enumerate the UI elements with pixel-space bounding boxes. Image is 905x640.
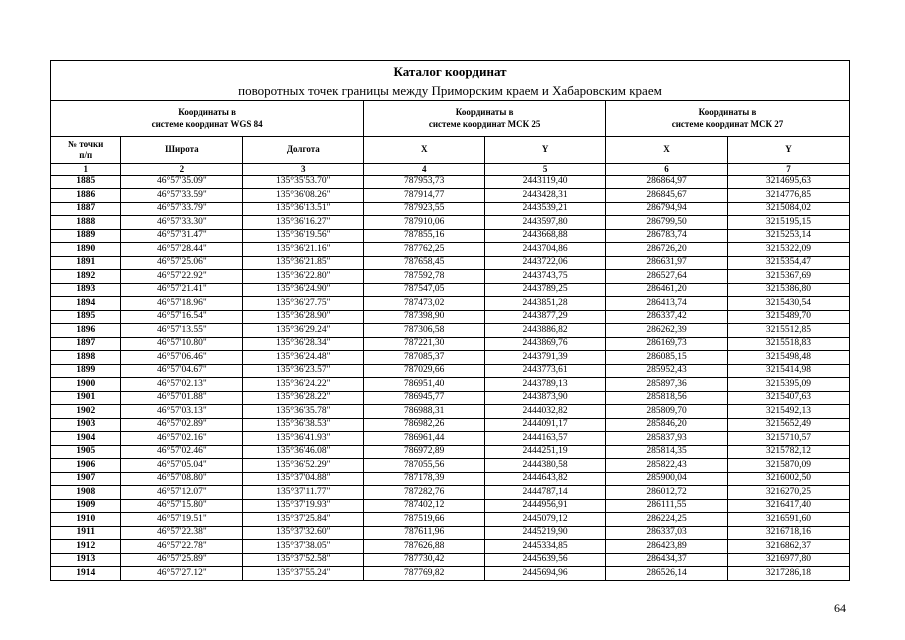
longitude-cell: 135°36'08.26" (243, 189, 364, 203)
msk25-y-cell: 2443704,86 (485, 243, 606, 257)
longitude-cell: 135°36'19.56" (243, 229, 364, 243)
msk25-y-cell: 2445639,56 (485, 553, 606, 567)
point-number-cell: 1904 (51, 432, 121, 446)
group-header-msk27: Координаты в системе координат МСК 27 (606, 101, 850, 137)
msk27-x-cell: 286337,03 (606, 526, 728, 540)
point-number-cell: 1899 (51, 364, 121, 378)
msk25-y-cell: 2443668,88 (485, 229, 606, 243)
table-row (51, 229, 850, 243)
latitude-cell: 46°57'03.13" (121, 405, 243, 419)
table-row (51, 445, 850, 459)
table-row (51, 378, 850, 392)
msk27-x-cell: 286169,73 (606, 337, 728, 351)
column-header-msk27-y: Y (727, 137, 849, 164)
msk27-x-cell: 286783,74 (606, 229, 728, 243)
msk25-y-cell: 2443539,21 (485, 202, 606, 216)
longitude-cell: 135°36'46.08" (243, 445, 364, 459)
latitude-cell: 46°57'27.12" (121, 567, 243, 581)
latitude-cell: 46°57'06.46" (121, 351, 243, 365)
msk25-y-cell: 2443119,40 (485, 175, 606, 189)
msk27-y-cell: 3214776,85 (727, 189, 849, 203)
msk25-y-cell: 2443869,76 (485, 337, 606, 351)
point-number-cell: 1903 (51, 418, 121, 432)
point-number-cell: 1885 (51, 175, 121, 189)
point-number-cell: 1888 (51, 216, 121, 230)
msk27-y-cell: 3215354,47 (727, 256, 849, 270)
msk27-x-cell: 286864,97 (606, 175, 728, 189)
point-number-cell: 1900 (51, 378, 121, 392)
msk25-x-cell: 787762,25 (364, 243, 485, 257)
msk27-x-cell: 285846,20 (606, 418, 728, 432)
column-number: 7 (727, 164, 849, 175)
msk27-y-cell: 3215782,12 (727, 445, 849, 459)
table-row (51, 283, 850, 297)
latitude-cell: 46°57'25.89" (121, 553, 243, 567)
msk25-y-cell: 2443597,80 (485, 216, 606, 230)
msk25-x-cell: 787547,05 (364, 283, 485, 297)
msk27-x-cell: 285952,43 (606, 364, 728, 378)
point-number-cell: 1898 (51, 351, 121, 365)
msk25-x-cell: 787029,66 (364, 364, 485, 378)
column-number: 3 (243, 164, 364, 175)
catalog-subtitle: поворотных точек границы между Приморским краем и Хабаровским краем (51, 81, 850, 101)
msk27-x-cell: 286461,20 (606, 283, 728, 297)
msk27-y-cell: 3216002,50 (727, 472, 849, 486)
latitude-cell: 46°57'01.88" (121, 391, 243, 405)
point-number-header: № точки п/п (51, 137, 121, 164)
point-number-cell: 1911 (51, 526, 121, 540)
table-row (51, 310, 850, 324)
msk25-x-cell: 786972,89 (364, 445, 485, 459)
msk27-y-cell: 3215492,13 (727, 405, 849, 419)
longitude-cell: 135°37'25.84" (243, 513, 364, 527)
table-row (51, 486, 850, 500)
msk27-y-cell: 3215386,80 (727, 283, 849, 297)
msk25-y-cell: 2443428,31 (485, 189, 606, 203)
msk25-y-cell: 2443877,29 (485, 310, 606, 324)
msk27-y-cell: 3215322,09 (727, 243, 849, 257)
msk27-x-cell: 285809,70 (606, 405, 728, 419)
msk27-x-cell: 285897,36 (606, 378, 728, 392)
latitude-cell: 46°57'35.09" (121, 175, 243, 189)
msk27-y-cell: 3215367,69 (727, 270, 849, 284)
msk27-x-cell: 286799,50 (606, 216, 728, 230)
longitude-cell: 135°36'21.85" (243, 256, 364, 270)
column-header-msk25-x: X (364, 137, 485, 164)
msk27-x-cell: 286423,89 (606, 540, 728, 554)
table-row (51, 351, 850, 365)
longitude-cell: 135°37'32.60" (243, 526, 364, 540)
latitude-cell: 46°57'02.13" (121, 378, 243, 392)
catalog-title: Каталог координат (51, 61, 850, 82)
msk27-x-cell: 286845,67 (606, 189, 728, 203)
longitude-cell: 135°36'13.51" (243, 202, 364, 216)
point-number-cell: 1887 (51, 202, 121, 216)
latitude-cell: 46°57'25.06" (121, 256, 243, 270)
point-number-cell: 1905 (51, 445, 121, 459)
point-number-cell: 1893 (51, 283, 121, 297)
msk25-x-cell: 787402,12 (364, 499, 485, 513)
msk25-x-cell: 787611,96 (364, 526, 485, 540)
table-row (51, 418, 850, 432)
point-number-cell: 1910 (51, 513, 121, 527)
msk25-x-cell: 787592,78 (364, 270, 485, 284)
msk27-y-cell: 3215652,49 (727, 418, 849, 432)
msk25-y-cell: 2444643,82 (485, 472, 606, 486)
msk27-x-cell: 285837,93 (606, 432, 728, 446)
msk27-y-cell: 3215518,83 (727, 337, 849, 351)
msk27-y-cell: 3216718,16 (727, 526, 849, 540)
msk27-y-cell: 3215430,54 (727, 297, 849, 311)
longitude-cell: 135°36'23.57" (243, 364, 364, 378)
latitude-cell: 46°57'18.96" (121, 297, 243, 311)
latitude-cell: 46°57'28.44" (121, 243, 243, 257)
table-row (51, 553, 850, 567)
latitude-cell: 46°57'05.04" (121, 459, 243, 473)
latitude-cell: 46°57'08.80" (121, 472, 243, 486)
column-header-msk27-x: X (606, 137, 728, 164)
msk25-y-cell: 2444163,57 (485, 432, 606, 446)
longitude-cell: 135°36'28.90" (243, 310, 364, 324)
msk25-x-cell: 787953,73 (364, 175, 485, 189)
msk25-y-cell: 2445219,90 (485, 526, 606, 540)
latitude-cell: 46°57'33.30" (121, 216, 243, 230)
msk25-y-cell: 2444251,19 (485, 445, 606, 459)
latitude-cell: 46°57'22.92" (121, 270, 243, 284)
longitude-cell: 135°36'27.75" (243, 297, 364, 311)
msk25-x-cell: 786945,77 (364, 391, 485, 405)
latitude-cell: 46°57'33.59" (121, 189, 243, 203)
point-number-cell: 1896 (51, 324, 121, 338)
point-number-cell: 1906 (51, 459, 121, 473)
column-header-latitude: Широта (121, 137, 243, 164)
msk25-x-cell: 786988,31 (364, 405, 485, 419)
column-header-longitude: Долгота (243, 137, 364, 164)
longitude-cell: 135°37'11.77" (243, 486, 364, 500)
msk27-x-cell: 286794,94 (606, 202, 728, 216)
msk27-y-cell: 3215395,09 (727, 378, 849, 392)
msk27-x-cell: 285814,35 (606, 445, 728, 459)
table-row (51, 337, 850, 351)
longitude-cell: 135°36'24.22" (243, 378, 364, 392)
latitude-cell: 46°57'22.38" (121, 526, 243, 540)
latitude-cell: 46°57'19.51" (121, 513, 243, 527)
latitude-cell: 46°57'13.55" (121, 324, 243, 338)
longitude-cell: 135°37'19.93" (243, 499, 364, 513)
table-row (51, 459, 850, 473)
msk25-x-cell: 787855,16 (364, 229, 485, 243)
latitude-cell: 46°57'33.79" (121, 202, 243, 216)
point-number-cell: 1907 (51, 472, 121, 486)
latitude-cell: 46°57'04.67" (121, 364, 243, 378)
msk25-y-cell: 2443789,25 (485, 283, 606, 297)
msk27-x-cell: 286413,74 (606, 297, 728, 311)
longitude-cell: 135°36'29.24" (243, 324, 364, 338)
column-header-msk25-y: Y (485, 137, 606, 164)
msk25-y-cell: 2443791,39 (485, 351, 606, 365)
table-row (51, 243, 850, 257)
longitude-cell: 135°37'38.05" (243, 540, 364, 554)
msk25-y-cell: 2443873,90 (485, 391, 606, 405)
column-number: 2 (121, 164, 243, 175)
table-row (51, 391, 850, 405)
msk25-x-cell: 787910,06 (364, 216, 485, 230)
group-header-wgs84: Координаты в системе координат WGS 84 (51, 101, 364, 137)
longitude-cell: 135°36'35.78" (243, 405, 364, 419)
msk27-y-cell: 3214695,63 (727, 175, 849, 189)
latitude-cell: 46°57'21.41" (121, 283, 243, 297)
latitude-cell: 46°57'10.80" (121, 337, 243, 351)
msk25-y-cell: 2444032,82 (485, 405, 606, 419)
longitude-cell: 135°36'16.27" (243, 216, 364, 230)
msk25-x-cell: 787473,02 (364, 297, 485, 311)
msk27-x-cell: 286012,72 (606, 486, 728, 500)
point-number-cell: 1913 (51, 553, 121, 567)
table-row (51, 567, 850, 581)
msk25-y-cell: 2444787,14 (485, 486, 606, 500)
msk25-x-cell: 787398,90 (364, 310, 485, 324)
point-number-cell: 1886 (51, 189, 121, 203)
point-number-cell: 1891 (51, 256, 121, 270)
table-row (51, 175, 850, 189)
msk27-y-cell: 3215512,85 (727, 324, 849, 338)
longitude-cell: 135°36'24.48" (243, 351, 364, 365)
msk25-x-cell: 787282,76 (364, 486, 485, 500)
msk25-y-cell: 2443773,61 (485, 364, 606, 378)
longitude-cell: 135°36'28.34" (243, 337, 364, 351)
msk27-x-cell: 286262,39 (606, 324, 728, 338)
msk27-y-cell: 3215195,15 (727, 216, 849, 230)
table-row (51, 256, 850, 270)
point-number-cell: 1914 (51, 567, 121, 581)
msk25-x-cell: 787626,88 (364, 540, 485, 554)
table-row (51, 364, 850, 378)
msk27-y-cell: 3215084,02 (727, 202, 849, 216)
msk27-x-cell: 286526,14 (606, 567, 728, 581)
msk25-y-cell: 2443886,82 (485, 324, 606, 338)
point-number-cell: 1897 (51, 337, 121, 351)
msk25-y-cell: 2445694,96 (485, 567, 606, 581)
msk25-x-cell: 787519,66 (364, 513, 485, 527)
msk27-y-cell: 3216591,60 (727, 513, 849, 527)
msk25-x-cell: 787178,39 (364, 472, 485, 486)
msk27-y-cell: 3217286,18 (727, 567, 849, 581)
msk25-x-cell: 786961,44 (364, 432, 485, 446)
msk27-x-cell: 286631,97 (606, 256, 728, 270)
longitude-cell: 135°35'53.70" (243, 175, 364, 189)
msk25-y-cell: 2443851,28 (485, 297, 606, 311)
table-row (51, 526, 850, 540)
msk25-x-cell: 787055,56 (364, 459, 485, 473)
longitude-cell: 135°36'28.22" (243, 391, 364, 405)
latitude-cell: 46°57'15.80" (121, 499, 243, 513)
point-number-cell: 1912 (51, 540, 121, 554)
column-number: 6 (606, 164, 728, 175)
msk27-y-cell: 3215253,14 (727, 229, 849, 243)
msk25-y-cell: 2443743,75 (485, 270, 606, 284)
msk27-y-cell: 3215870,09 (727, 459, 849, 473)
msk27-y-cell: 3215414,98 (727, 364, 849, 378)
msk27-y-cell: 3215407,63 (727, 391, 849, 405)
latitude-cell: 46°57'31.47" (121, 229, 243, 243)
longitude-cell: 135°36'24.90" (243, 283, 364, 297)
point-number-cell: 1908 (51, 486, 121, 500)
msk27-y-cell: 3216977,80 (727, 553, 849, 567)
table-row (51, 202, 850, 216)
longitude-cell: 135°37'55.24" (243, 567, 364, 581)
table-row (51, 297, 850, 311)
msk27-y-cell: 3215498,48 (727, 351, 849, 365)
msk25-y-cell: 2445079,12 (485, 513, 606, 527)
column-number: 5 (485, 164, 606, 175)
msk27-x-cell: 286111,55 (606, 499, 728, 513)
column-number: 4 (364, 164, 485, 175)
table-row (51, 405, 850, 419)
msk27-y-cell: 3216417,40 (727, 499, 849, 513)
table-row (51, 189, 850, 203)
point-number-cell: 1890 (51, 243, 121, 257)
msk25-y-cell: 2444956,91 (485, 499, 606, 513)
point-number-cell: 1909 (51, 499, 121, 513)
table-row (51, 513, 850, 527)
column-number: 1 (51, 164, 121, 175)
msk25-y-cell: 2445334,85 (485, 540, 606, 554)
table-row (51, 270, 850, 284)
point-number-cell: 1895 (51, 310, 121, 324)
group-header-msk25: Координаты в системе координат МСК 25 (364, 101, 606, 137)
table-row (51, 540, 850, 554)
latitude-cell: 46°57'22.78" (121, 540, 243, 554)
msk27-x-cell: 286527,64 (606, 270, 728, 284)
msk25-x-cell: 787306,58 (364, 324, 485, 338)
longitude-cell: 135°36'21.16" (243, 243, 364, 257)
msk27-x-cell: 286085,15 (606, 351, 728, 365)
msk27-x-cell: 285822,43 (606, 459, 728, 473)
latitude-cell: 46°57'02.16" (121, 432, 243, 446)
msk27-y-cell: 3215710,57 (727, 432, 849, 446)
table-row (51, 216, 850, 230)
point-number-cell: 1892 (51, 270, 121, 284)
msk27-x-cell: 285900,04 (606, 472, 728, 486)
msk27-y-cell: 3216270,25 (727, 486, 849, 500)
point-number-cell: 1889 (51, 229, 121, 243)
msk27-x-cell: 286224,25 (606, 513, 728, 527)
msk25-x-cell: 786982,26 (364, 418, 485, 432)
longitude-cell: 135°37'52.58" (243, 553, 364, 567)
table-row (51, 472, 850, 486)
msk25-y-cell: 2444380,58 (485, 459, 606, 473)
msk25-x-cell: 787730,42 (364, 553, 485, 567)
msk25-x-cell: 787221,30 (364, 337, 485, 351)
msk27-y-cell: 3215489,70 (727, 310, 849, 324)
msk25-x-cell: 787085,37 (364, 351, 485, 365)
msk27-x-cell: 285818,56 (606, 391, 728, 405)
point-number-cell: 1902 (51, 405, 121, 419)
msk25-x-cell: 787769,82 (364, 567, 485, 581)
table-row (51, 432, 850, 446)
msk25-y-cell: 2443722,06 (485, 256, 606, 270)
page-number: 64 (834, 601, 846, 615)
table-row (51, 324, 850, 338)
msk27-x-cell: 286434,37 (606, 553, 728, 567)
msk27-y-cell: 3216862,37 (727, 540, 849, 554)
latitude-cell: 46°57'12.07" (121, 486, 243, 500)
longitude-cell: 135°36'22.80" (243, 270, 364, 284)
point-number-cell: 1901 (51, 391, 121, 405)
table-row (51, 499, 850, 513)
longitude-cell: 135°36'41.93" (243, 432, 364, 446)
msk25-x-cell: 786951,40 (364, 378, 485, 392)
msk25-y-cell: 2444091,17 (485, 418, 606, 432)
msk25-x-cell: 787914,77 (364, 189, 485, 203)
coordinate-catalog-table (50, 60, 850, 581)
latitude-cell: 46°57'16.54" (121, 310, 243, 324)
point-number-cell: 1894 (51, 297, 121, 311)
msk25-y-cell: 2443789,13 (485, 378, 606, 392)
longitude-cell: 135°37'04.88" (243, 472, 364, 486)
msk27-x-cell: 286337,42 (606, 310, 728, 324)
msk25-x-cell: 787923,55 (364, 202, 485, 216)
latitude-cell: 46°57'02.89" (121, 418, 243, 432)
latitude-cell: 46°57'02.46" (121, 445, 243, 459)
msk25-x-cell: 787658,45 (364, 256, 485, 270)
msk27-x-cell: 286726,20 (606, 243, 728, 257)
longitude-cell: 135°36'52.29" (243, 459, 364, 473)
longitude-cell: 135°36'38.53" (243, 418, 364, 432)
